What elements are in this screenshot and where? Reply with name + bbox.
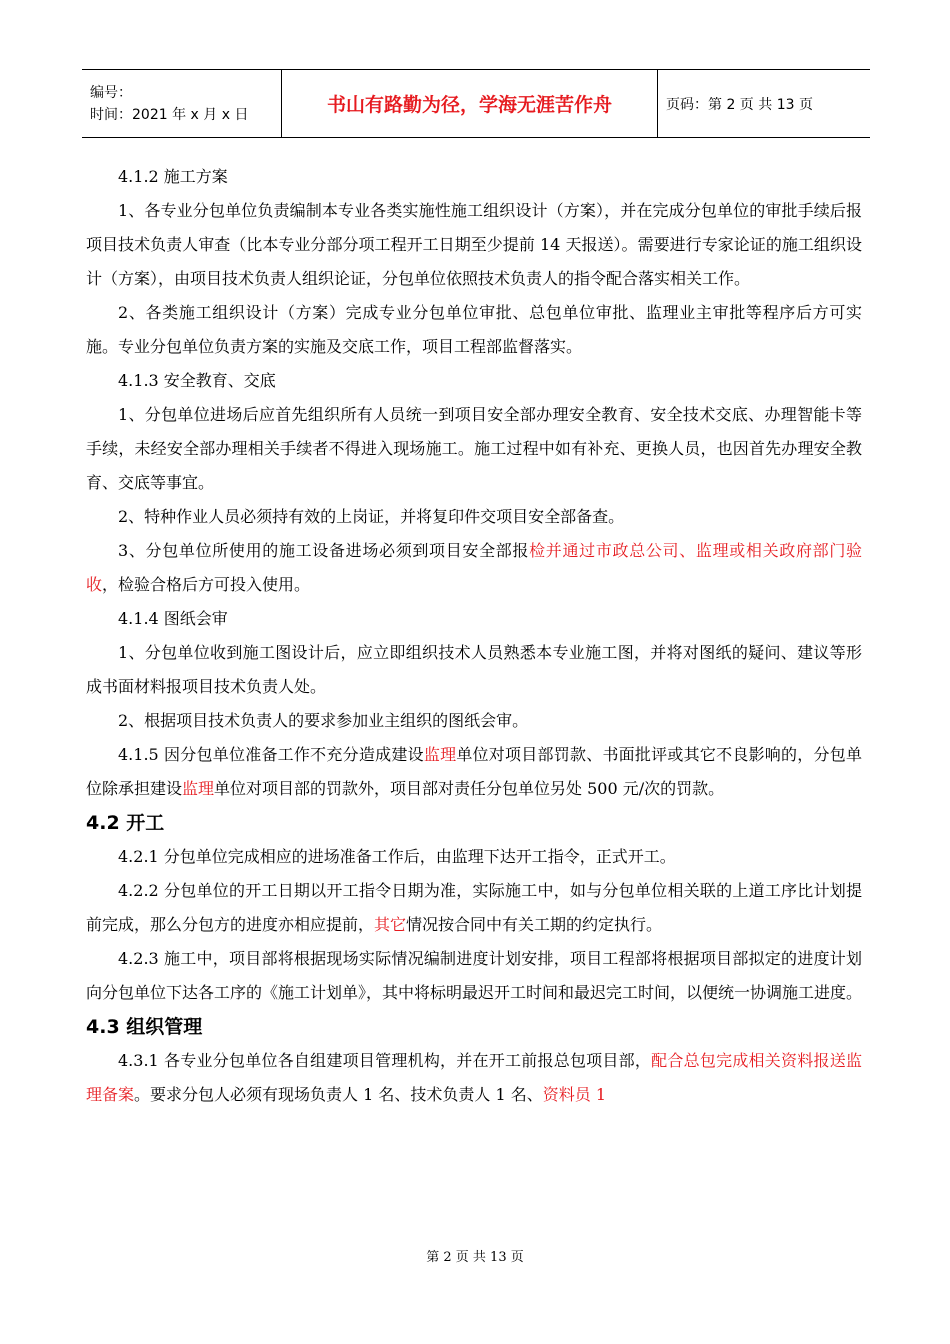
header-table — [82, 69, 870, 138]
heading-4-2: 4.2 开工 — [86, 812, 165, 834]
section-4-1-2-title: 4.1.2 施工方案 — [118, 167, 228, 186]
section-4-1-3-title: 4.1.3 安全教育、交底 — [118, 371, 276, 390]
header-page-cell — [658, 70, 870, 137]
number-label: 编号： — [90, 84, 132, 101]
section-4-2-3-para: 4.2.3 施工中，项目部将根据现场实际情况编制进度计划安排，项目工程部将根据项目部拟定的进度计划向分包单位下达各工序的《施工计划单》，其中将标明最迟开工时间和最迟完工时间，以便统一协调施工进度。 — [86, 949, 863, 1002]
section-4-1-4-title: 4.1.4 图纸会审 — [118, 609, 228, 628]
motto: 书山有路勤为径，学海无涯苦作舟 — [326, 94, 612, 116]
section-4-1-2-para-2: 2、各类施工组织设计（方案）完成专业分包单位审批、总包单位审批、监理业主审批等程序后方可实施。专业分包单位负责方案的实施及交底工作，项目工程部监督落实。 — [86, 303, 862, 356]
section-4-1-3-para-1: 1、分包单位进场后应首先组织所有人员统一到项目安全部办理安全教育、安全技术交底、办理智能卡等手续，未经安全部办理相关手续者不得进入现场施工。施工过程中如有补充、更换人员，也因首先办理安全教育、交底等事宜。 — [86, 405, 862, 492]
highlight-text: 监理 — [182, 779, 215, 798]
section-4-2-2-para — [86, 874, 862, 942]
section-4-3-1-para — [86, 1044, 862, 1112]
footer-page-number: 第 2 页 共 13 页 — [426, 1250, 524, 1265]
time-label: 时间：2021 年 x 月 x 日 — [90, 106, 249, 123]
para-text: 。要求分包人必须有现场负责人 1 名、技术负责人 1 名、 — [134, 1085, 543, 1104]
para-text: 单位对项目部罚款、书面批评或其它不良影响的，分包单位除承担建设 — [86, 745, 862, 798]
highlight-text: 监理 — [423, 745, 457, 764]
section-4-1-2-para-1: 1、各专业分包单位负责编制本专业各类实施性施工组织设计（方案），并在完成分包单位的审批手续后报项目技术负责人审查（比本专业分部分项工程开工日期至少提前 14 天报送）。需要进行专家论证的施工组织设计（方案），由项目技术负责人组织论证，分包单位依照技术负责人的指令配合落实相关工作。 — [86, 201, 862, 288]
para-text: 情况按合同中有关工期的约定执行。 — [406, 915, 663, 934]
highlight-text: 检并通过市政总公司、监理或相关政府部门验收 — [86, 541, 862, 594]
para-text: 4.1.5 因分包单位准备工作不充分造成建设 — [118, 745, 424, 764]
highlight-text: 配合总包完成相关资料报送监理备案 — [86, 1051, 862, 1104]
section-4-2-1-para: 4.2.1 分包单位完成相应的进场准备工作后，由监理下达开工指令，正式开工。 — [118, 847, 676, 866]
para-text: 4.2.2 分包单位的开工日期以开工指令日期为准，实际施工中，如与分包单位相关联的上道工序比计划提前完成，那么分包方的进度亦相应提前， — [86, 881, 862, 934]
section-4-1-5-para — [86, 738, 862, 806]
heading-4-3: 4.3 组织管理 — [86, 1016, 203, 1038]
section-4-1-3-para-2: 2、特种作业人员必须持有效的上岗证，并将复印件交项目安全部备查。 — [118, 507, 625, 526]
page-label: 页码：第 2 页 共 13 页 — [666, 96, 813, 113]
highlight-text: 其它 — [374, 915, 407, 934]
section-4-1-4-para-2: 2、根据项目技术负责人的要求参加业主组织的图纸会审。 — [118, 711, 529, 730]
document-body — [86, 160, 862, 1112]
para-text: ，检验合格后方可投入使用。 — [102, 575, 311, 594]
para-text: 单位对项目部的罚款外，项目部对责任分包单位另处 500 元/次的罚款。 — [214, 779, 725, 798]
page-footer — [0, 1246, 950, 1265]
section-4-1-3-para-3 — [86, 534, 862, 602]
header-meta-cell — [82, 70, 282, 137]
section-4-1-4-para-1: 1、分包单位收到施工图设计后，应立即组织技术人员熟悉本专业施工图，并将对图纸的疑问、建议等形成书面材料报项目技术负责人处。 — [86, 643, 862, 696]
highlight-text: 资料员 1 — [542, 1085, 607, 1104]
para-text: 4.3.1 各专业分包单位各自组建项目管理机构，并在开工前报总包项目部， — [118, 1051, 652, 1070]
para-text: 3、分包单位所使用的施工设备进场必须到项目安全部报 — [118, 541, 530, 560]
header-motto-cell — [282, 70, 658, 137]
